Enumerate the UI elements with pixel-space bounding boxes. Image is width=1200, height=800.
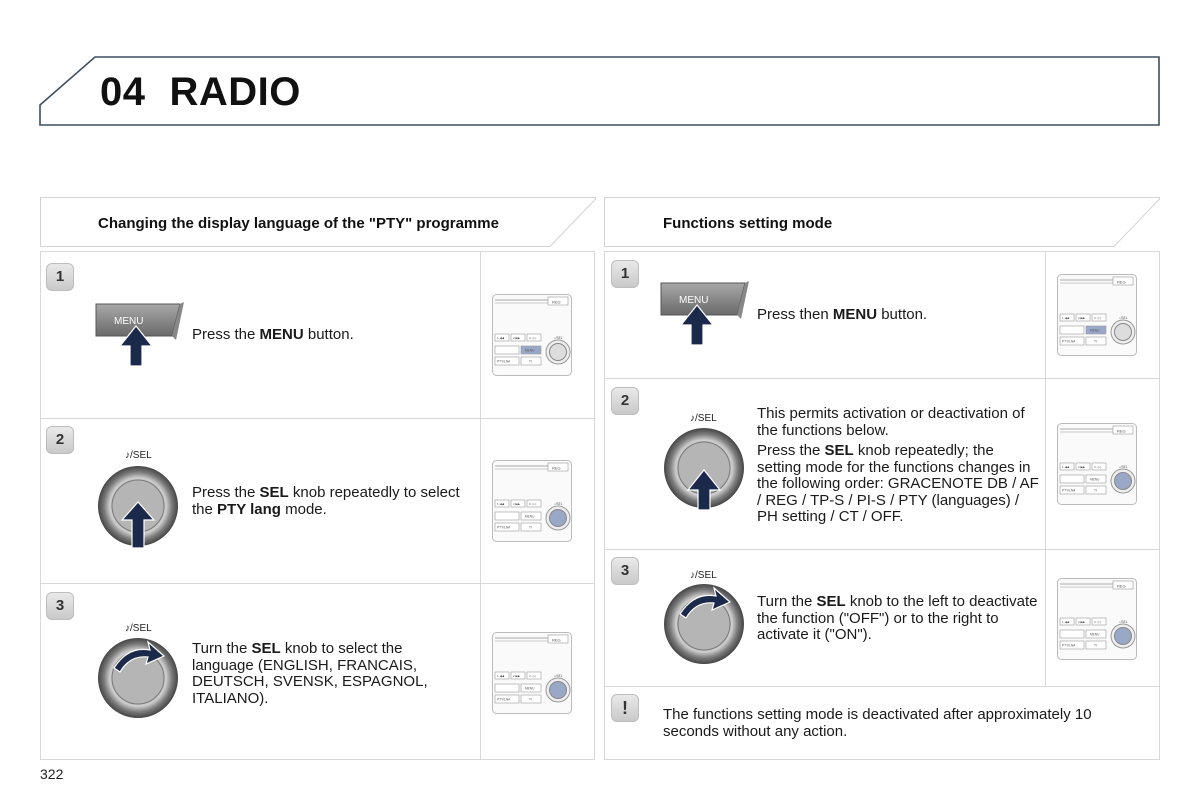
chapter-title bbox=[100, 70, 301, 115]
sel-label: ♪/SEL bbox=[690, 413, 717, 424]
svg-text:MENU: MENU bbox=[525, 514, 535, 519]
radio-thumb-right-2 bbox=[1057, 423, 1137, 510]
svg-text:3 ◁◁: 3 ◁◁ bbox=[529, 336, 537, 340]
svg-text:REG: REG bbox=[1117, 279, 1126, 285]
right-step-2-text: This permits activation or deactivation of the functions below. Press the SEL knob repeatedly; the setting mode for the functions changes in the following order: GRACENOTE DB / AF / REG / TP-S / PI-S / PTY (languages) / PH setting / CT / OFF. bbox=[757, 405, 1039, 525]
svg-text:2 ▶▶: 2 ▶▶ bbox=[513, 674, 521, 678]
svg-text:MENU: MENU bbox=[525, 348, 535, 353]
svg-text:3 ◁◁: 3 ◁◁ bbox=[529, 674, 537, 678]
svg-text:3 ◁◁: 3 ◁◁ bbox=[1094, 620, 1102, 624]
chapter-name: RADIO bbox=[169, 70, 301, 114]
svg-text:TI: TI bbox=[529, 525, 532, 530]
radio-panel-thumbnail bbox=[1057, 423, 1137, 505]
sel-knob-turn-icon bbox=[94, 634, 182, 722]
svg-text:♪/SEL: ♪/SEL bbox=[1119, 620, 1128, 624]
radio-thumb-right-1 bbox=[1057, 274, 1137, 361]
svg-text:TI: TI bbox=[529, 697, 532, 702]
svg-text:2 ▶▶: 2 ▶▶ bbox=[1078, 620, 1086, 624]
page-number: 322 bbox=[40, 766, 64, 782]
svg-text:REG: REG bbox=[1117, 428, 1126, 434]
menu-button-illustration bbox=[94, 300, 186, 370]
radio-thumb-left-1 bbox=[492, 294, 572, 381]
svg-text:3 ◁◁: 3 ◁◁ bbox=[1094, 316, 1102, 320]
radio-panel-thumbnail bbox=[492, 632, 572, 714]
svg-text:PTY/LNA: PTY/LNA bbox=[1062, 488, 1076, 493]
svg-text:REG: REG bbox=[552, 299, 561, 305]
svg-text:MENU: MENU bbox=[525, 686, 535, 691]
right-section-title: Functions setting mode bbox=[663, 215, 833, 232]
svg-text:1 ◀◀: 1 ◀◀ bbox=[497, 336, 505, 340]
radio-thumb-left-3 bbox=[492, 632, 572, 719]
svg-text:REG: REG bbox=[552, 637, 561, 643]
sel-knob-push-icon bbox=[94, 462, 182, 550]
sel-label: ♪/SEL bbox=[125, 450, 152, 461]
svg-text:TI: TI bbox=[1094, 339, 1097, 344]
left-step-1-text: Press the MENU button. bbox=[192, 326, 354, 343]
step-badge: 1 bbox=[46, 263, 74, 291]
left-step-3-text: Turn the SEL knob to select the language (ENGLISH, FRANCAIS, DEUTSCH, SVENSK, ESPAGNOL, ITALIANO). bbox=[192, 640, 428, 707]
step-badge: 2 bbox=[611, 387, 639, 415]
step-badge: 1 bbox=[611, 260, 639, 288]
step-badge: 3 bbox=[46, 592, 74, 620]
menu-label: MENU bbox=[679, 295, 709, 306]
svg-text:1 ◀◀: 1 ◀◀ bbox=[497, 502, 505, 506]
radio-thumb-left-2 bbox=[492, 460, 572, 547]
radio-panel-thumbnail bbox=[492, 294, 572, 376]
svg-text:2 ▶▶: 2 ▶▶ bbox=[1078, 316, 1086, 320]
left-section-title: Changing the display language of the "PTY" programme bbox=[98, 215, 499, 232]
svg-text:TI: TI bbox=[1094, 643, 1097, 648]
svg-text:PTY/LNA: PTY/LNA bbox=[1062, 643, 1076, 648]
radio-panel-thumbnail bbox=[492, 460, 572, 542]
svg-text:1 ◀◀: 1 ◀◀ bbox=[497, 674, 505, 678]
right-step-1-text: Press then MENU button. bbox=[757, 306, 928, 323]
svg-text:1 ◀◀: 1 ◀◀ bbox=[1062, 620, 1070, 624]
svg-text:PTY/LNA: PTY/LNA bbox=[497, 359, 511, 364]
step-badge: 3 bbox=[611, 557, 639, 585]
svg-text:2 ▶▶: 2 ▶▶ bbox=[513, 502, 521, 506]
note-text: The functions setting mode is deactivated after approximately 10 seconds without any action. bbox=[663, 706, 1092, 740]
svg-text:♪/SEL: ♪/SEL bbox=[554, 502, 563, 506]
svg-text:♪/SEL: ♪/SEL bbox=[554, 336, 563, 340]
svg-text:1 ◀◀: 1 ◀◀ bbox=[1062, 316, 1070, 320]
svg-text:♪/SEL: ♪/SEL bbox=[554, 674, 563, 678]
menu-button-illustration bbox=[659, 279, 751, 349]
svg-text:2 ▶▶: 2 ▶▶ bbox=[513, 336, 521, 340]
radio-panel-thumbnail bbox=[1057, 274, 1137, 356]
radio-thumb-right-3 bbox=[1057, 578, 1137, 665]
svg-text:MENU: MENU bbox=[1090, 328, 1100, 333]
svg-text:PTY/LNA: PTY/LNA bbox=[497, 697, 511, 702]
svg-text:♪/SEL: ♪/SEL bbox=[1119, 316, 1128, 320]
right-step-3-text: Turn the SEL knob to the left to deactivate the function ("OFF") or to the right to activate it ("ON"). bbox=[757, 593, 1038, 643]
svg-text:1 ◀◀: 1 ◀◀ bbox=[1062, 465, 1070, 469]
svg-text:PTY/LNA: PTY/LNA bbox=[497, 525, 511, 530]
sel-knob-turn-icon bbox=[660, 580, 748, 668]
warning-icon: ! bbox=[611, 694, 639, 722]
left-step-2-text: Press the SEL knob repeatedly to select the PTY lang mode. bbox=[192, 484, 460, 518]
svg-text:PTY/LNA: PTY/LNA bbox=[1062, 339, 1076, 344]
sel-label: ♪/SEL bbox=[690, 570, 717, 581]
svg-text:MENU: MENU bbox=[1090, 632, 1100, 637]
svg-text:3 ◁◁: 3 ◁◁ bbox=[1094, 465, 1102, 469]
svg-text:3 ◁◁: 3 ◁◁ bbox=[529, 502, 537, 506]
svg-text:TI: TI bbox=[529, 359, 532, 364]
sel-label: ♪/SEL bbox=[125, 623, 152, 634]
svg-text:REG: REG bbox=[1117, 583, 1126, 589]
step-badge: 2 bbox=[46, 426, 74, 454]
sel-knob-push-icon bbox=[660, 424, 748, 512]
radio-panel-thumbnail bbox=[1057, 578, 1137, 660]
svg-text:MENU: MENU bbox=[1090, 477, 1100, 482]
svg-text:2 ▶▶: 2 ▶▶ bbox=[1078, 465, 1086, 469]
svg-text:REG: REG bbox=[552, 465, 561, 471]
svg-text:TI: TI bbox=[1094, 488, 1097, 493]
menu-label: MENU bbox=[114, 316, 144, 327]
svg-text:♪/SEL: ♪/SEL bbox=[1119, 465, 1128, 469]
chapter-number: 04 bbox=[100, 70, 146, 114]
